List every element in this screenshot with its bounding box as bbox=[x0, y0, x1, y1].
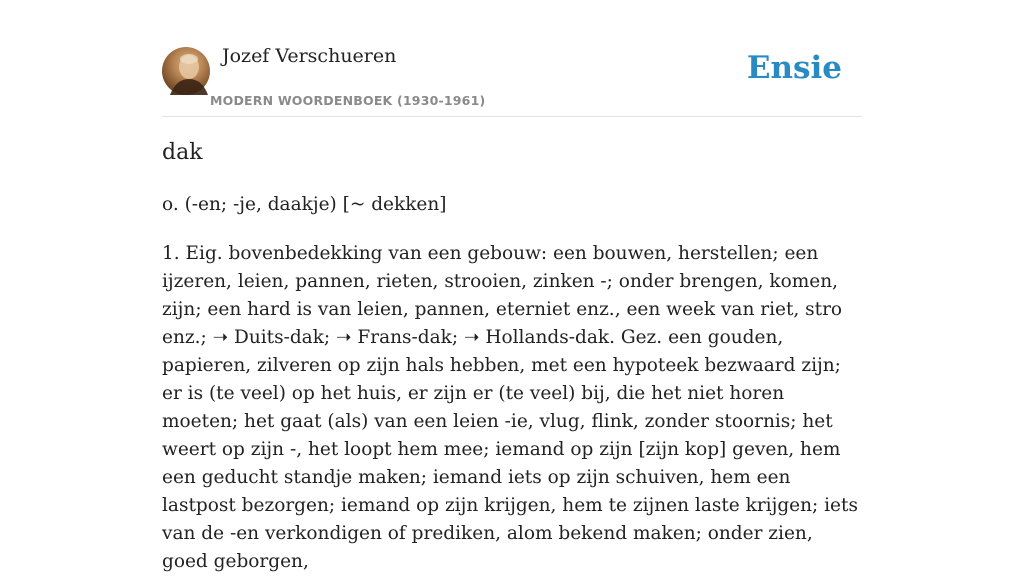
entry-header bbox=[162, 0, 862, 117]
page-content bbox=[162, 0, 862, 572]
entry-word: dak bbox=[162, 140, 203, 165]
author-portrait-icon bbox=[162, 47, 210, 95]
site-logo[interactable]: Ensie bbox=[746, 50, 842, 86]
entry-definition: 1. Eig. bovenbedekking van een gebouw: een bouwen, herstellen; een ijzeren, leien, pannen, rieten, strooien, zinken -; onder brengen, komen, zijn; een hard is van leien, pannen, eterniet enz., een week van riet, stro enz.; ➝ Duits-dak; ➝ Frans-dak; ➝ Hollands-dak. Gez. een gouden, papieren, zilveren op zijn hals hebben, met een hypoteek bezwaard zijn; er is (te veel) op het huis, er zijn er (te veel) bij, die het niet horen moeten; het gaat (als) van een leien -ie, vlug, flink, zonder stoornis; het weert op zijn -, het loopt hem mee; iemand op zijn [zijn kop] geven, hem een geducht standje maken; iemand iets op zijn schuiven, hem een lastpost bezorgen; iemand op zijn krijgen, hem te zijnen laste krijgen; iets van de -en verkondigen of prediken, alom bekend maken; onder zien, goed geborgen, bbox=[162, 243, 858, 572]
author-name[interactable]: Jozef Verschueren bbox=[222, 45, 397, 67]
entry-grammar: o. (-en; -je, daakje) [~ dekken] bbox=[162, 194, 447, 215]
avatar[interactable] bbox=[162, 47, 210, 95]
source-title[interactable]: MODERN WOORDENBOEK (1930-1961) bbox=[210, 93, 486, 108]
